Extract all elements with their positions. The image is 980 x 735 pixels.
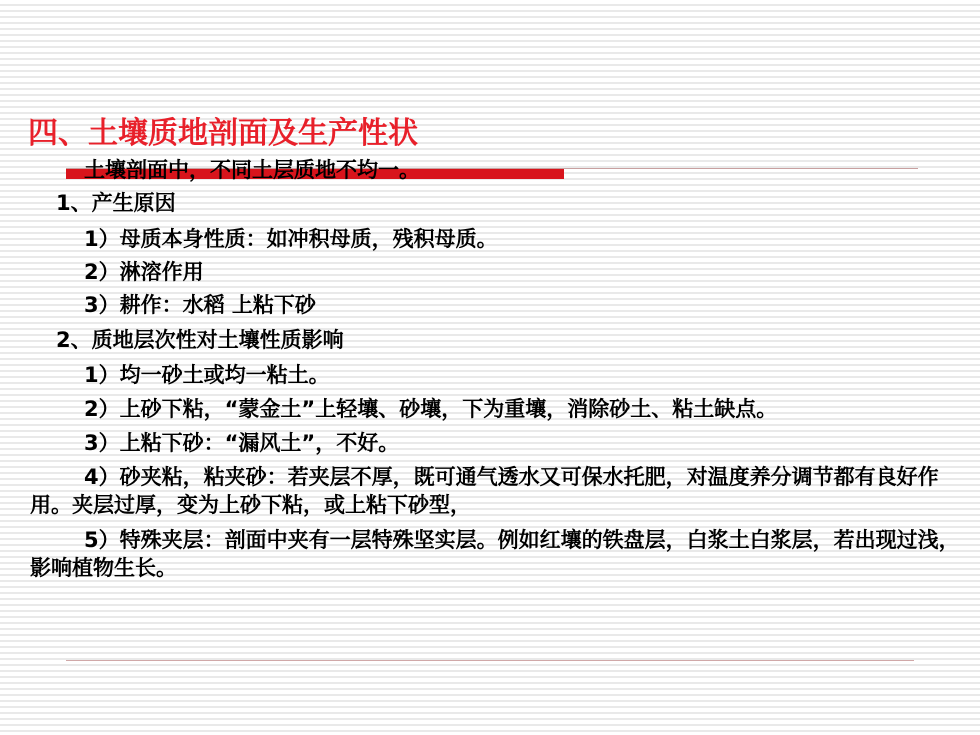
section1-item-2: 2）淋溶作用 <box>84 260 204 284</box>
section2-item-1: 1）均一砂土或均一粘土。 <box>84 363 330 387</box>
slide-title: 四、土壤质地剖面及生产性状 <box>28 116 418 151</box>
section2-item-4: 4）砂夹粘，粘夹砂：若夹层不厚，既可通气透水又可保水托肥，对温度养分调节都有良好作用。夹层过厚，变为上砂下粘，或上粘下砂型， <box>30 465 939 517</box>
section2-item-5: 5）特殊夹层：剖面中夹有一层特殊坚实层。例如红壤的铁盘层，白浆土白浆层，若出现过浅，影响植物生长。 <box>30 528 960 580</box>
section2-item-3: 3）上粘下砂：“漏风土”，不好。 <box>84 431 400 455</box>
section2-heading: 2、质地层次性对土壤性质影响 <box>56 328 344 352</box>
intro-text: 土壤剖面中，不同土层质地不均一。 <box>84 158 420 182</box>
section1-heading: 1、产生原因 <box>56 191 176 215</box>
section1-item-1: 1）母质本身性质：如冲积母质，残积母质。 <box>84 227 498 251</box>
section1-item-3: 3）耕作：水稻 上粘下砂 <box>84 293 316 317</box>
bottom-divider-line <box>66 660 914 661</box>
section2-item-2: 2）上砂下粘，“蒙金土”上轻壤、砂壤，下为重壤，消除砂土、粘土缺点。 <box>84 397 778 421</box>
